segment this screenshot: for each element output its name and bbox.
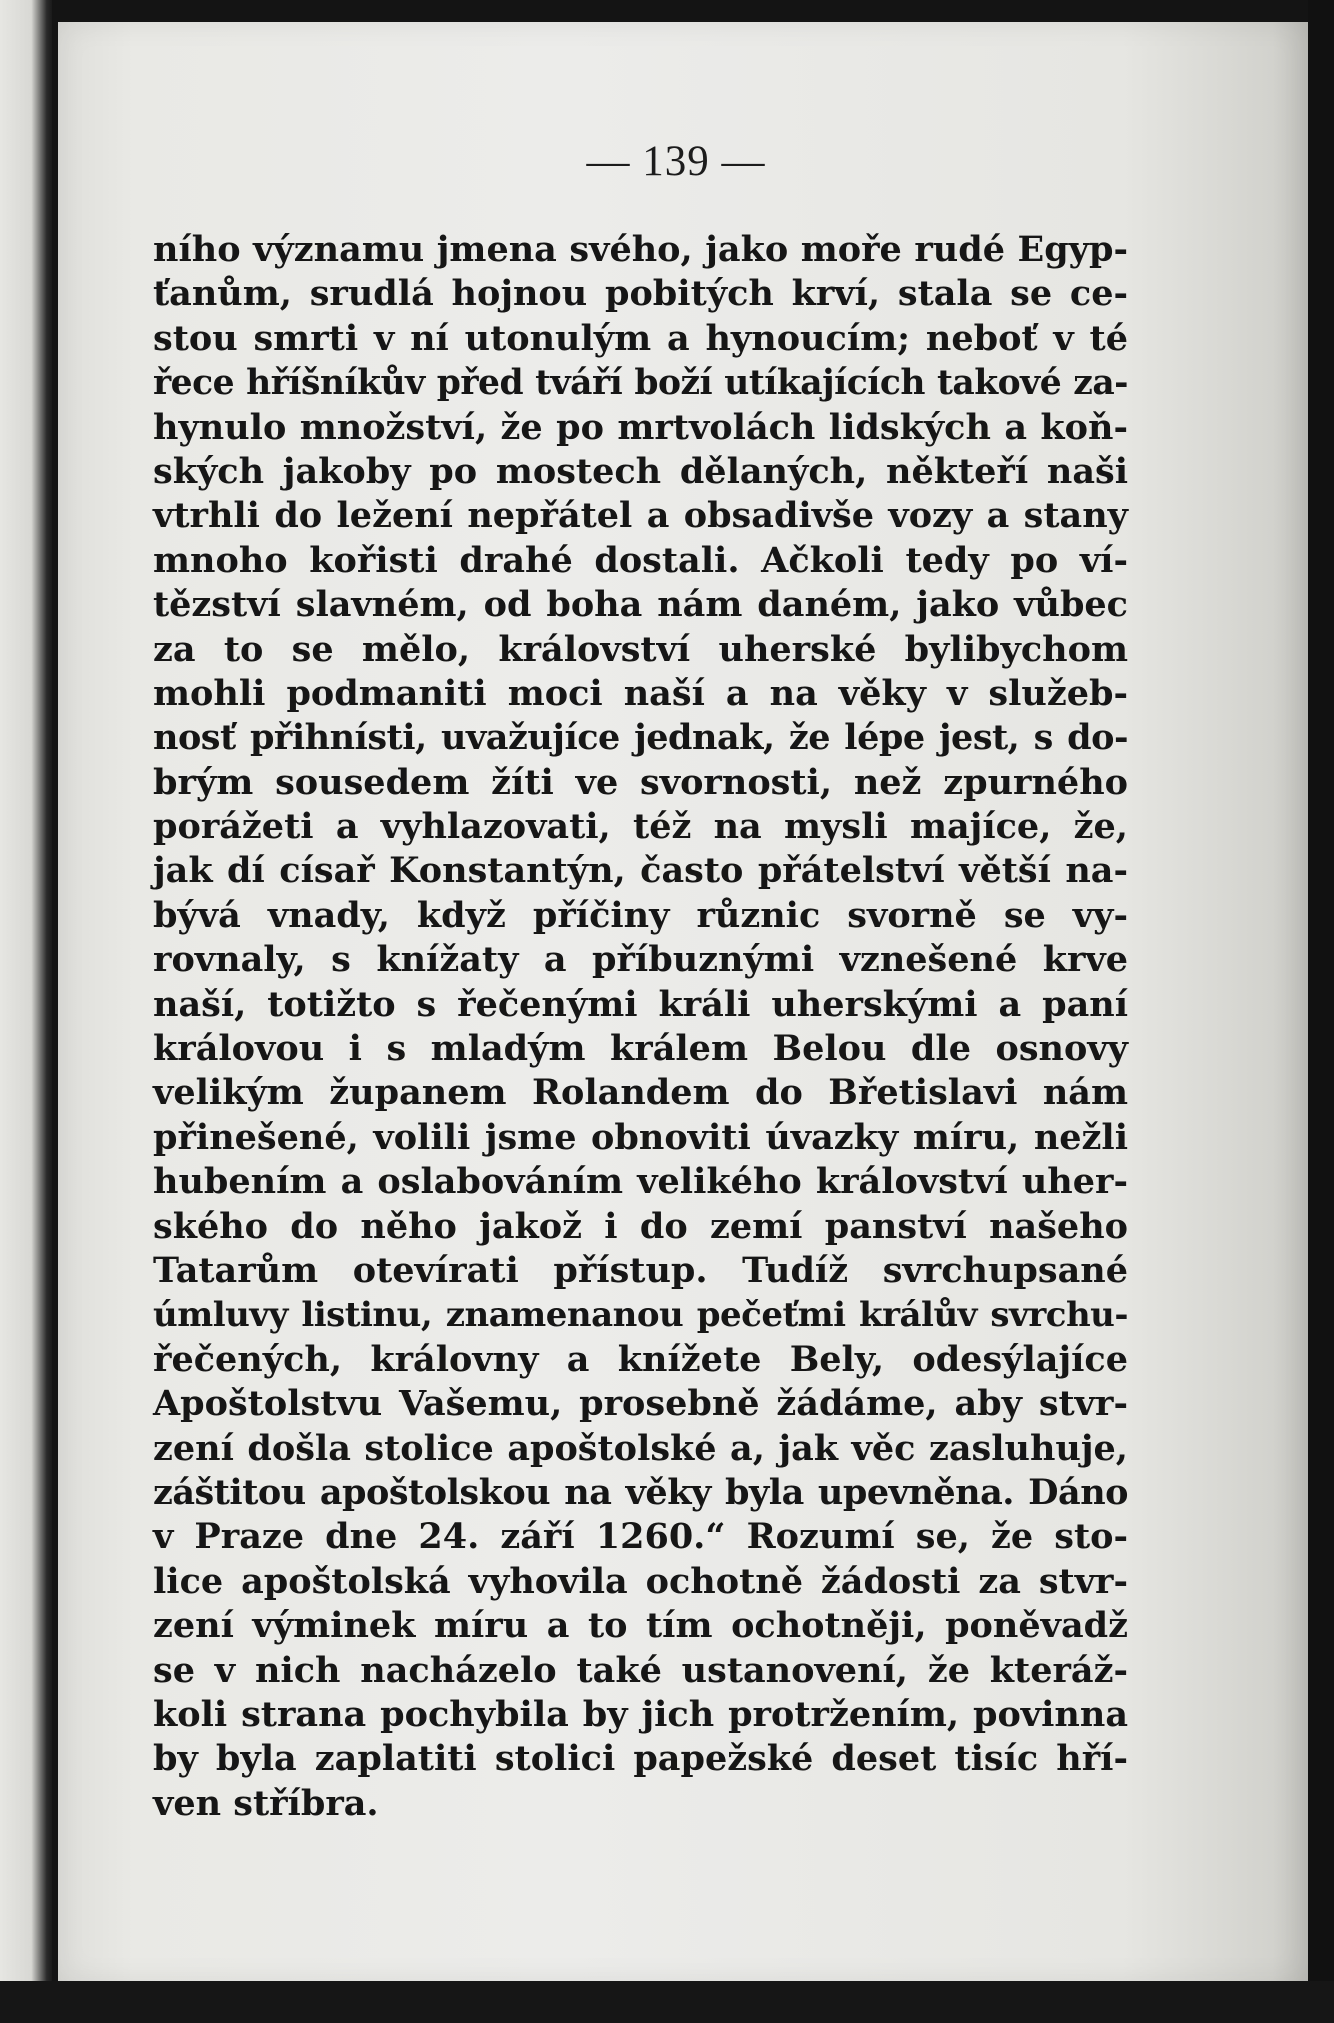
- text-line: jak dí císař Konstantýn, často přátelství větší na-: [153, 850, 1128, 892]
- text-line: Apoštolstvu Vašemu, prosebně žádáme, aby stvr-: [153, 1383, 1128, 1425]
- text-line: ven stříbra.: [153, 1782, 379, 1824]
- facing-page-edge: [0, 0, 52, 2023]
- text-line: nosť přihnísti, uvažujíce jednak, že lépe jest, s do-: [153, 717, 1128, 759]
- page-number: — 139 —: [586, 138, 766, 185]
- text-line: ských jakoby po mostech dělaných, někteří naši: [153, 450, 1128, 492]
- text-line: záštitou apoštolskou na věky byla upevněna. Dáno: [153, 1471, 1128, 1513]
- scan-border-right: [1308, 0, 1334, 2023]
- text-line: naší, totižto s řečenými králi uherskými a paní: [153, 983, 1128, 1025]
- text-line: řece hříšníkův před tváří boží utíkajících takové za-: [153, 363, 1128, 404]
- text-line: za to se mělo, království uherské bylibychom: [153, 628, 1128, 670]
- text-line: velikým županem Rolandem do Břetislavi nám: [153, 1072, 1128, 1114]
- text-line: mohli podmaniti moci naší a na věky v služeb-: [153, 672, 1128, 714]
- text-line: řečených, královny a knížete Bely, odesýlajíce: [153, 1338, 1128, 1380]
- text-line: rovnaly, s knížaty a příbuznými vznešené krve: [153, 939, 1128, 981]
- text-line: ního významu jmena svého, jako moře rudé Egyp-: [153, 229, 1128, 270]
- body-text: [153, 228, 1128, 1826]
- text-line: lice apoštolská vyhovila ochotně žádosti za stvr-: [153, 1560, 1128, 1602]
- text-line: mnoho kořisti drahé dostali. Ačkoli tedy po ví-: [153, 539, 1128, 581]
- text-line: stou smrti v ní utonulým a hynoucím; neboť v té: [153, 317, 1128, 359]
- text-line: hynulo množství, že po mrtvolách lidských a koň-: [153, 406, 1128, 448]
- text-line: tězství slavném, od boha nám daném, jako vůbec: [153, 584, 1128, 626]
- text-line: se v nich nacházelo také ustanovení, že kteráž-: [153, 1649, 1128, 1691]
- text-line: zení došla stolice apoštolské a, jak věc zasluhuje,: [153, 1427, 1128, 1469]
- text-line: přinešené, volili jsme obnoviti úvazky míru, nežli: [153, 1116, 1128, 1158]
- text-line: brým sousedem žíti ve svornosti, než zpurného: [153, 761, 1128, 803]
- text-line: by byla zaplatiti stolici papežské deset tisíc hří-: [153, 1738, 1128, 1780]
- text-line: úmluvy listinu, znamenanou pečeťmi králův svrchu-: [153, 1295, 1128, 1336]
- text-line: porážeti a vyhlazovati, též na mysli majíce, že,: [153, 806, 1128, 848]
- text-line: koli strana pochybila by jich protržením, povinna: [153, 1693, 1128, 1735]
- text-line: vtrhli do ležení nepřátel a obsadivše vozy a stany: [153, 495, 1128, 537]
- text-line: zení výminek míru a to tím ochotněji, poněvadž: [153, 1605, 1128, 1647]
- text-line: královou i s mladým králem Belou dle osnovy: [153, 1028, 1128, 1070]
- text-line: Tatarům otevírati přístup. Tudíž svrchupsané: [153, 1249, 1128, 1291]
- text-line: bývá vnady, když příčiny různic svorně se vy-: [153, 894, 1128, 936]
- text-line: ského do něho jakož i do zemí panství našeho: [153, 1205, 1128, 1247]
- text-line: ťanům, srudlá hojnou pobitých krví, stala se ce-: [153, 273, 1128, 315]
- scan-border-bottom: [0, 1981, 1334, 2023]
- text-line: hubením a oslabováním velikého království uher-: [153, 1161, 1128, 1203]
- text-line: v Praze dne 24. září 1260.“ Rozumí se, že sto-: [153, 1516, 1128, 1558]
